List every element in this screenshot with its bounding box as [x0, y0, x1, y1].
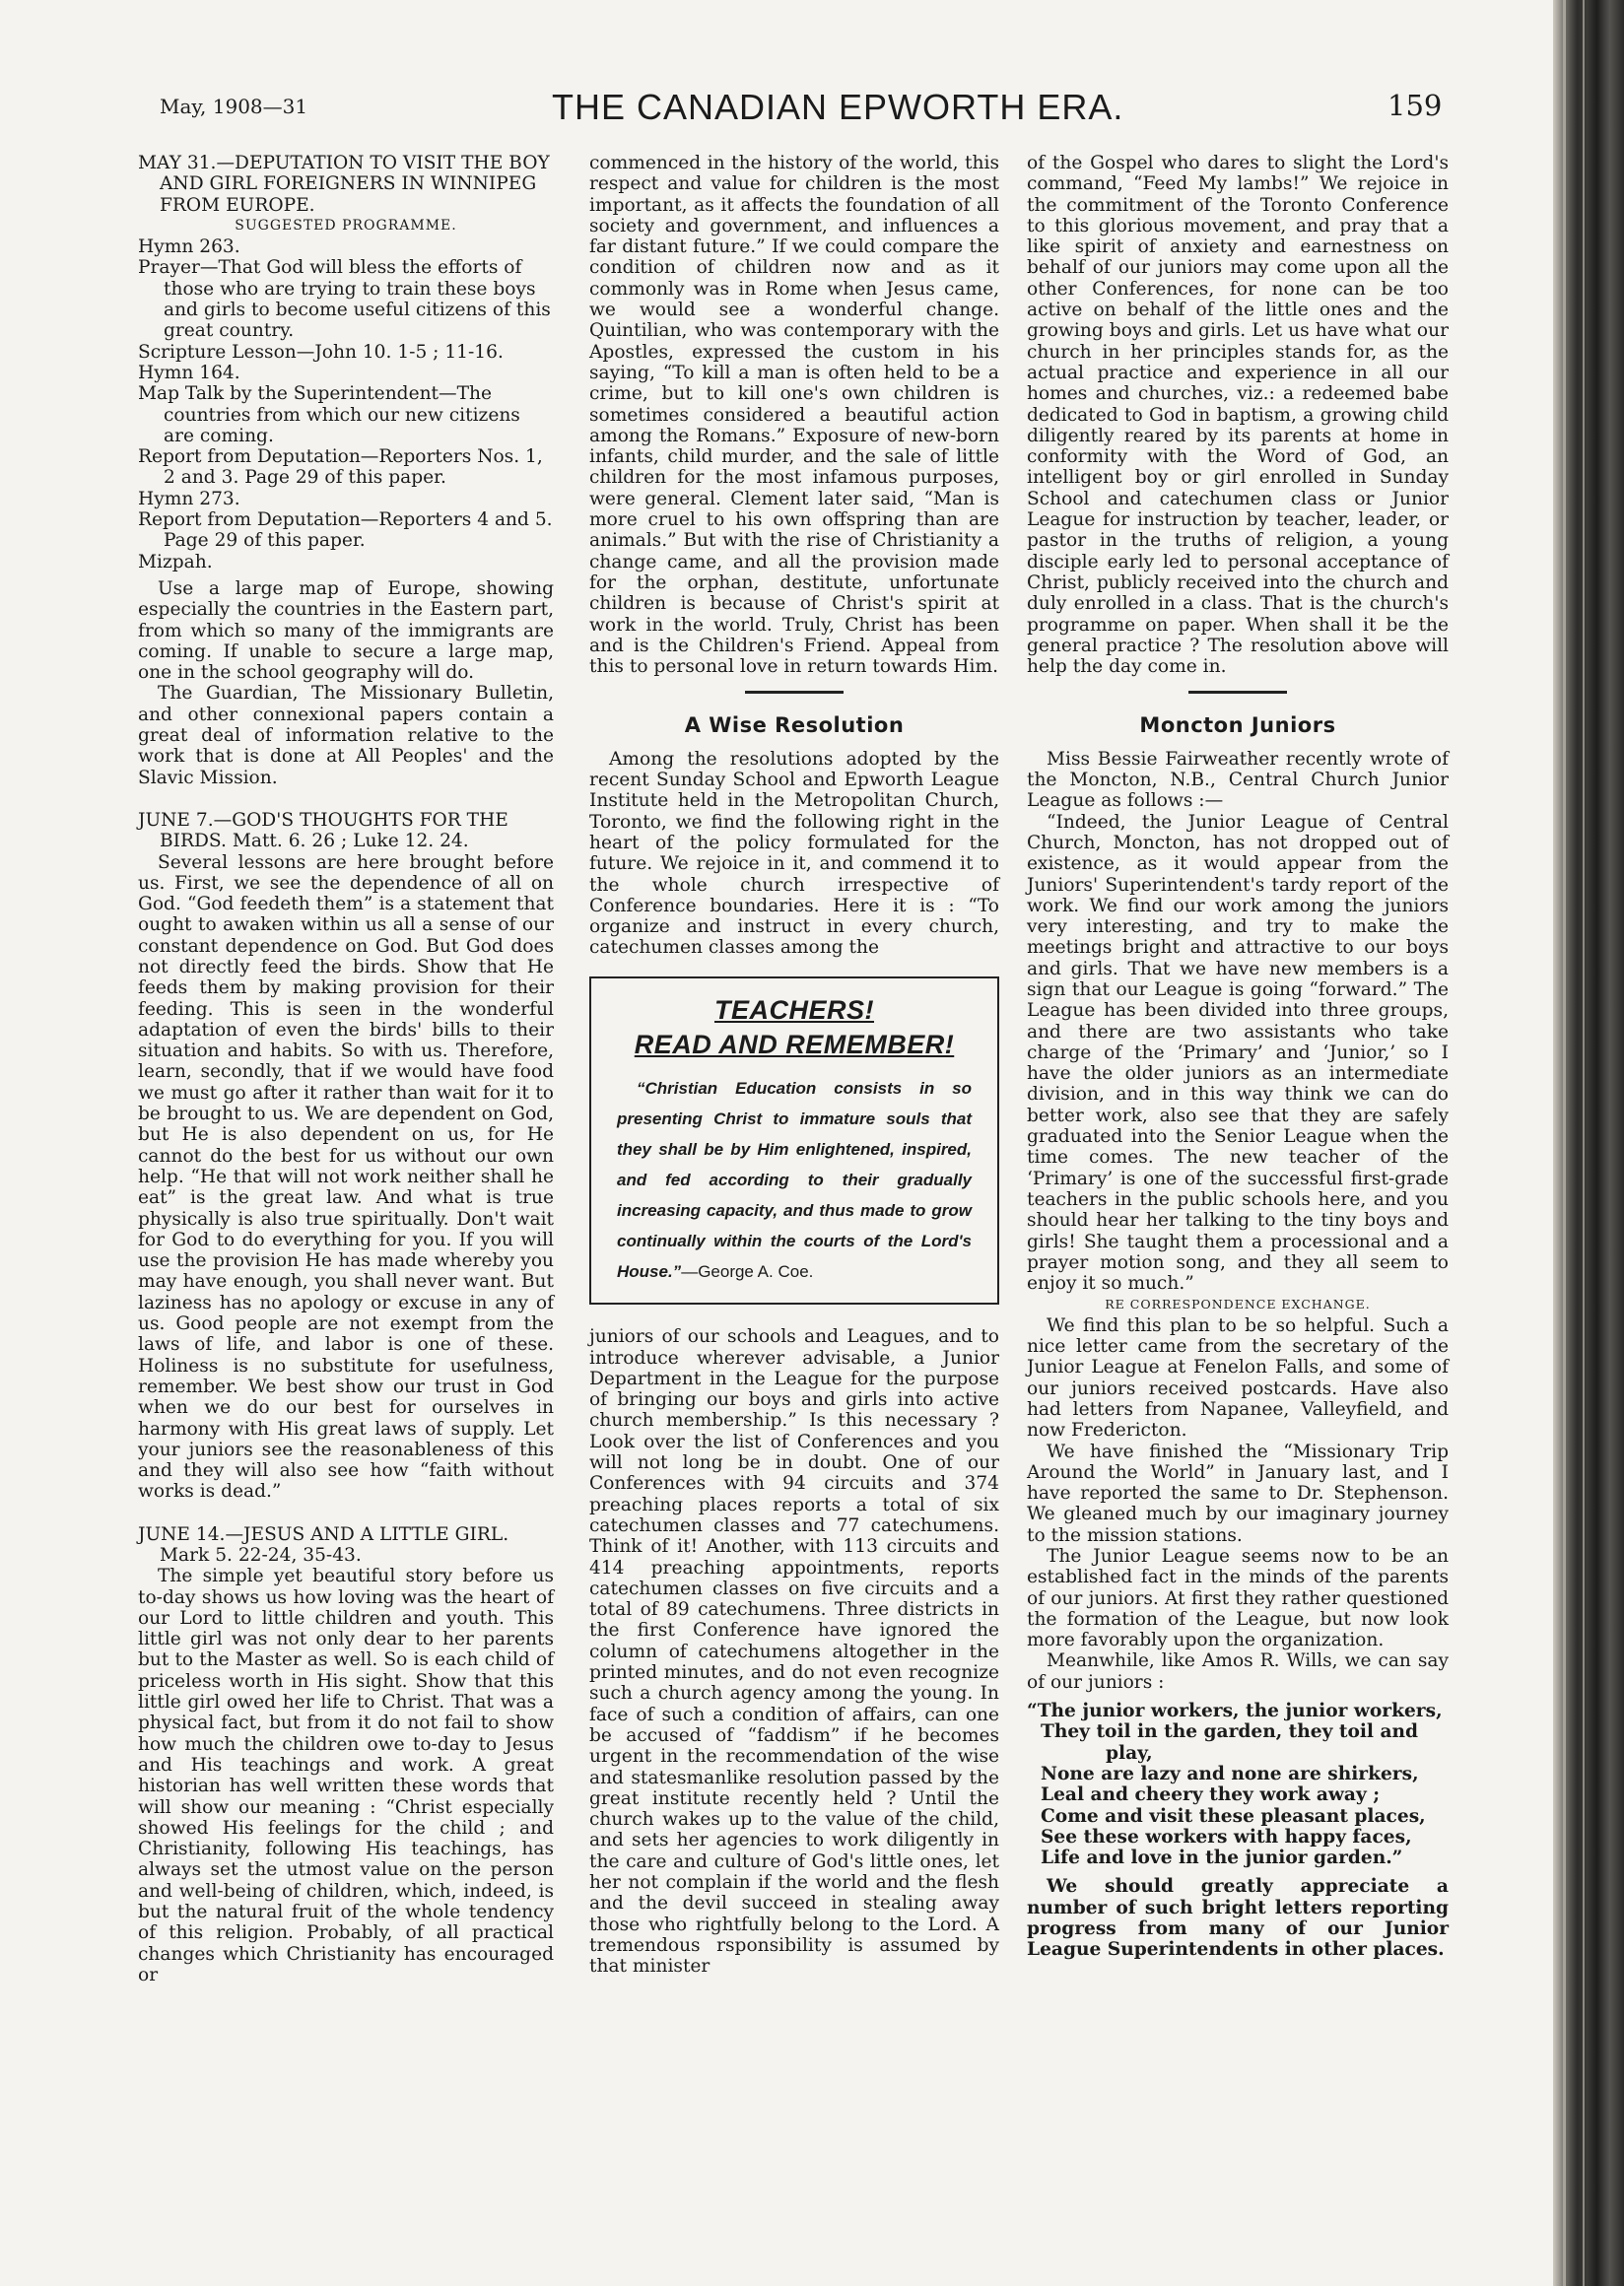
- paragraph: Meanwhile, like Amos R. Wills, we can say of our juniors :: [1027, 1650, 1449, 1693]
- paragraph: Several lessons are here brought before us. First, we see the dependence of all on God. “God feedeth them” is a statement that ought to awaken within us all a sense of our constant dependence on God. But God does not directly feed the birds. Show that He feeds them by making provision for their feeding. This is seen in the wonderful adaptation of even the birds' bills to their situation and habits. So with us. Therefore, learn, secondly, that if we would have food we must go after it rather than wait for it to be brought to us. We are dependent on God, but He is also dependent on us, for He cannot do the best for us without our own help. “He that will not work neither shall he eat” is the great law. And what is true physically is also true spiritually. Don't wait for God to do everything for you. If you will use the provision He has made whereby you may have enough, you shall never want. But laziness has no apology or excuse in any of us. Good people are not exempt from the laws of life, and labor is one of these. Holiness is no substitute for usefulness, remember. We best show our trust in God when we do our best for ourselves in harmony with His great laws of supply. Let your juniors see the reasonableness of this and they will also see how “faith without works is dead.”: [138, 851, 554, 1503]
- section-heading-may31: MAY 31.—DEPUTATION TO VISIT THE BOY AND GIRL FOREIGNERS IN WINNIPEG FROM EUROPE.: [138, 153, 550, 216]
- book-spine: [1553, 0, 1624, 2286]
- paragraph: Miss Bessie Fairweather recently wrote of the Moncton, N.B., Central Church Junior League as follows :—: [1027, 748, 1449, 812]
- poem-line: play,: [1106, 1742, 1153, 1764]
- paragraph: The simple yet beautiful story before us to-day shows us how loving was the heart of our Lord to little children and youth. This little girl was not only dear to her parents but to the Master as well. So is each child of priceless worth in His sight. Show that this little girl owed her life to Christ. That was a physical fact, but from it do not fail to show how much the children owe to-day to Jesus and His teachings and work. A great historian has well written these words that will show our meaning : “Christ especially showed His feelings for the child ; and Christianity, following His teachings, has always set the utmost value on the person and well-being of children, which, indeed, is but the natural fruit of the whole tendency of this religion. Probably, of all practical changes which Christianity has encouraged or: [138, 1566, 554, 1985]
- callout-subtitle: READ AND REMEMBER!: [634, 1029, 955, 1059]
- poem: [1027, 1701, 1449, 1868]
- program-item: Hymn 164.: [138, 362, 240, 383]
- poem-line: “The junior workers, the junior workers,: [1027, 1701, 1443, 1722]
- paragraph: “Indeed, the Junior League of Central Church, Moncton, has not dropped out of existence, as it would appear from the Juniors' Superintendent's tardy report of the work. We find our work among the juniors very interesting, and try to make the meetings bright and attractive to our boys and girls. That we have new members is a sign that our League is going “forward.” The League has been divided into three groups, and there are two assistants who take charge of the ‘Primary’ and ‘Junior,’ so I have the older juniors as an intermediate division, and in this way think we can do better work, also see that they are safely graduated into the Senior League when the time comes. The new teacher of the ‘Primary’ is one of the successful first-grade teachers in the public schools here, and you should hear her talking to the tiny boys and girls! She taught them a processional and a prayer motion song, and they all seem to enjoy it so much.”: [1027, 811, 1449, 1295]
- poem-line: Life and love in the junior garden.”: [1041, 1848, 1403, 1869]
- article-heading: A Wise Resolution: [684, 713, 905, 738]
- scripture-reference: Matt. 6. 26 ; Luke 12. 24.: [232, 831, 469, 852]
- section-divider: [1188, 691, 1287, 694]
- paragraph: We should greatly appreciate a number of such bright letters reporting progress from many of our Junior League Superintendents in other places.: [1027, 1876, 1449, 1961]
- paragraph: We find this plan to be so helpful. Such a nice letter came from the secretary of the Junior League at Fenelon Falls, and some of our juniors received postcards. Have also had letters from Napanee, Valleyfield, and now Fredericton.: [1027, 1314, 1449, 1442]
- poem-line: None are lazy and none are shirkers,: [1041, 1763, 1419, 1784]
- poem-line: Come and visit these pleasant places,: [1041, 1805, 1426, 1827]
- column-1: [138, 153, 554, 1985]
- section-title: JUNE 7.—GOD'S THOUGHTS FOR THE BIRDS.: [138, 809, 508, 852]
- page-number: 159: [1387, 89, 1443, 122]
- paragraph: of the Gospel who dares to slight the Lord's command, “Feed My lambs!” We rejoice in the commitment of the Toronto Conference to this glorious movement, and pray that a like spirit of anxiety and earnestness on behalf of our juniors may come upon all the other Conferences, for none can be too active on behalf of the little ones and the growing boys and girls. Let us have what our church in her principles stands for, as the actual practice and experience in all our homes and churches, viz.: a redeemed babe dedicated to God in baptism, a growing child diligently reared by its parents at home in conformity with the Word of God, an intelligent boy or girl enrolled in Sunday School and catechumen class or Junior League for instruction by teacher, leader, or pastor in the truths of religion, a young disciple early led to personal acceptance of Christ, publicly received into the church and duly enrolled in a class. That is the church's programme on paper. When shall it be the general practice ? The resolution above will help the day come in.: [1027, 153, 1449, 678]
- program-item: Hymn 263.: [138, 236, 240, 258]
- program-item: Mizpah.: [138, 551, 213, 572]
- paragraph: commenced in the history of the world, this respect and value for children is the most important, as it affects the foundation of all society and government, and influences a far distant future.” If we could compare the condition of children now and as it commonly was in Rome when Jesus came, we would see a wonderful change. Quintilian, who was contemporary with the Apostles, expressed the custom in his saying, “To kill a man is often held to be a crime, but to kill one's own children is sometimes considered a beautiful action among the Romans.” Exposure of new-born infants, child murder, and the sale of little children for the most infamous purposes, were general. Clement later said, “Man is more cruel to his own offspring than are animals.” But with the rise of Christianity a change came, and all the provision made for the orphan, destitute, unfortunate children is because of Christ's spirit at work in the world. Truly, Christ has been and is the Children's Friend. Appeal from this to personal love in return towards Him.: [589, 153, 999, 678]
- program-heading: SUGGESTED PROGRAMME.: [235, 217, 457, 234]
- column-2: [589, 153, 999, 1977]
- scripture-reference: Mark 5. 22-24, 35-43.: [160, 1545, 362, 1566]
- article-heading: Moncton Juniors: [1139, 713, 1336, 738]
- section-heading-june14: [138, 1524, 554, 1567]
- program-item: Report from Deputation—Reporters Nos. 1, 2 and 3. Page 29 of this paper.: [138, 446, 543, 489]
- journal-title: THE CANADIAN EPWORTH ERA.: [552, 87, 1124, 127]
- section-title: JUNE 14.—JESUS AND A LITTLE GIRL.: [138, 1523, 509, 1545]
- section-heading-june7: [138, 810, 554, 852]
- quote-text: “Christian Education consists in so presenting Christ to immature souls that they shall be by Him enlightened, inspired, and fed according to their gradually increasing capacity, and thus made to grow continually within the courts of the Lord's House.”: [617, 1079, 972, 1282]
- issue-date: May, 1908—31: [160, 95, 308, 118]
- program-item: Hymn 273.: [138, 488, 240, 509]
- paragraph: The Junior League seems now to be an established fact in the minds of the parents of our juniors. At first they rather questioned the formation of the League, but now look more favorably upon the organization.: [1027, 1546, 1449, 1651]
- section-divider: [745, 691, 844, 694]
- program-item: Report from Deputation—Reporters 4 and 5. Page 29 of this paper.: [138, 509, 553, 552]
- callout-quote: [617, 1073, 972, 1287]
- quote-author: —George A. Coe.: [681, 1262, 814, 1282]
- program-item: Prayer—That God will bless the efforts of those who are trying to train these boys and girls to become useful citizens of this great country.: [138, 257, 551, 342]
- callout-title: TEACHERS!: [713, 994, 874, 1025]
- column-3: [1027, 153, 1449, 1961]
- sub-heading: RE CORRESPONDENCE EXCHANGE.: [1105, 1297, 1371, 1312]
- poem-line: They toil in the garden, they toil and: [1041, 1721, 1419, 1743]
- paragraph: The Guardian, The Missionary Bulletin, and other connexional papers contain a great deal of information relative to the work that is done at All Peoples' and the Slavic Mission.: [138, 683, 554, 788]
- teachers-callout-box: [589, 976, 999, 1306]
- running-header: [0, 87, 1458, 136]
- program-item: Scripture Lesson—John 10. 1-5 ; 11-16.: [138, 341, 504, 363]
- program-item: Map Talk by the Superintendent—The countries from which our new citizens are coming.: [138, 383, 520, 446]
- paragraph: juniors of our schools and Leagues, and to introduce wherever advisable, a Junior Department in the League for the purpose of bringing our boys and girls into active church membership.” Is this necessary ? Look over the list of Conferences and you will not long be in doubt. One of our Conferences with 94 circuits and 374 preaching places reports a total of six catechumen classes and 77 catechumens. Think of it! Another, with 113 circuits and 414 preaching appointments, reports catechumen classes on five circuits and a total of 89 catechumens. Three districts in the first Conference have ignored the column of catechumens altogether in the printed minutes, and do not even recognize such a church agency among the young. In face of such a condition of affairs, can one be accused of “faddism” if he becomes urgent in the recommendation of the wise and statesmanlike resolution passed by the great institute recently held ? Until the church wakes up to the value of the child, and sets her agencies to work diligently in the care and culture of God's little ones, let her not complain if the world and the flesh and the devil succeed in stealing away those who rightfully belong to the Lord. A tremendous rsponsibility is assumed by that minister: [589, 1326, 999, 1978]
- paragraph: Among the resolutions adopted by the recent Sunday School and Epworth League Institute held in the Metropolitan Church, Toronto, we find the following right in the heart of the policy formulated for the future. We rejoice in it, and commend it to the whole church irrespective of Conference boundaries. Here it is : “To organize and instruct in every church, catechumen classes among the: [589, 748, 999, 959]
- poem-line: See these workers with happy faces,: [1041, 1826, 1412, 1848]
- paragraph: We have finished the “Missionary Trip Around the World” in January last, and I have reported the same to Dr. Stephenson. We gleaned much by our imaginary journey to the mission stations.: [1027, 1441, 1449, 1546]
- poem-line: Leal and cheery they work away ;: [1041, 1784, 1381, 1806]
- paragraph: Use a large map of Europe, showing especially the countries in the Eastern part, from which so many of the immigrants are coming. If unable to secure a large map, one in the school geography will do.: [138, 577, 554, 684]
